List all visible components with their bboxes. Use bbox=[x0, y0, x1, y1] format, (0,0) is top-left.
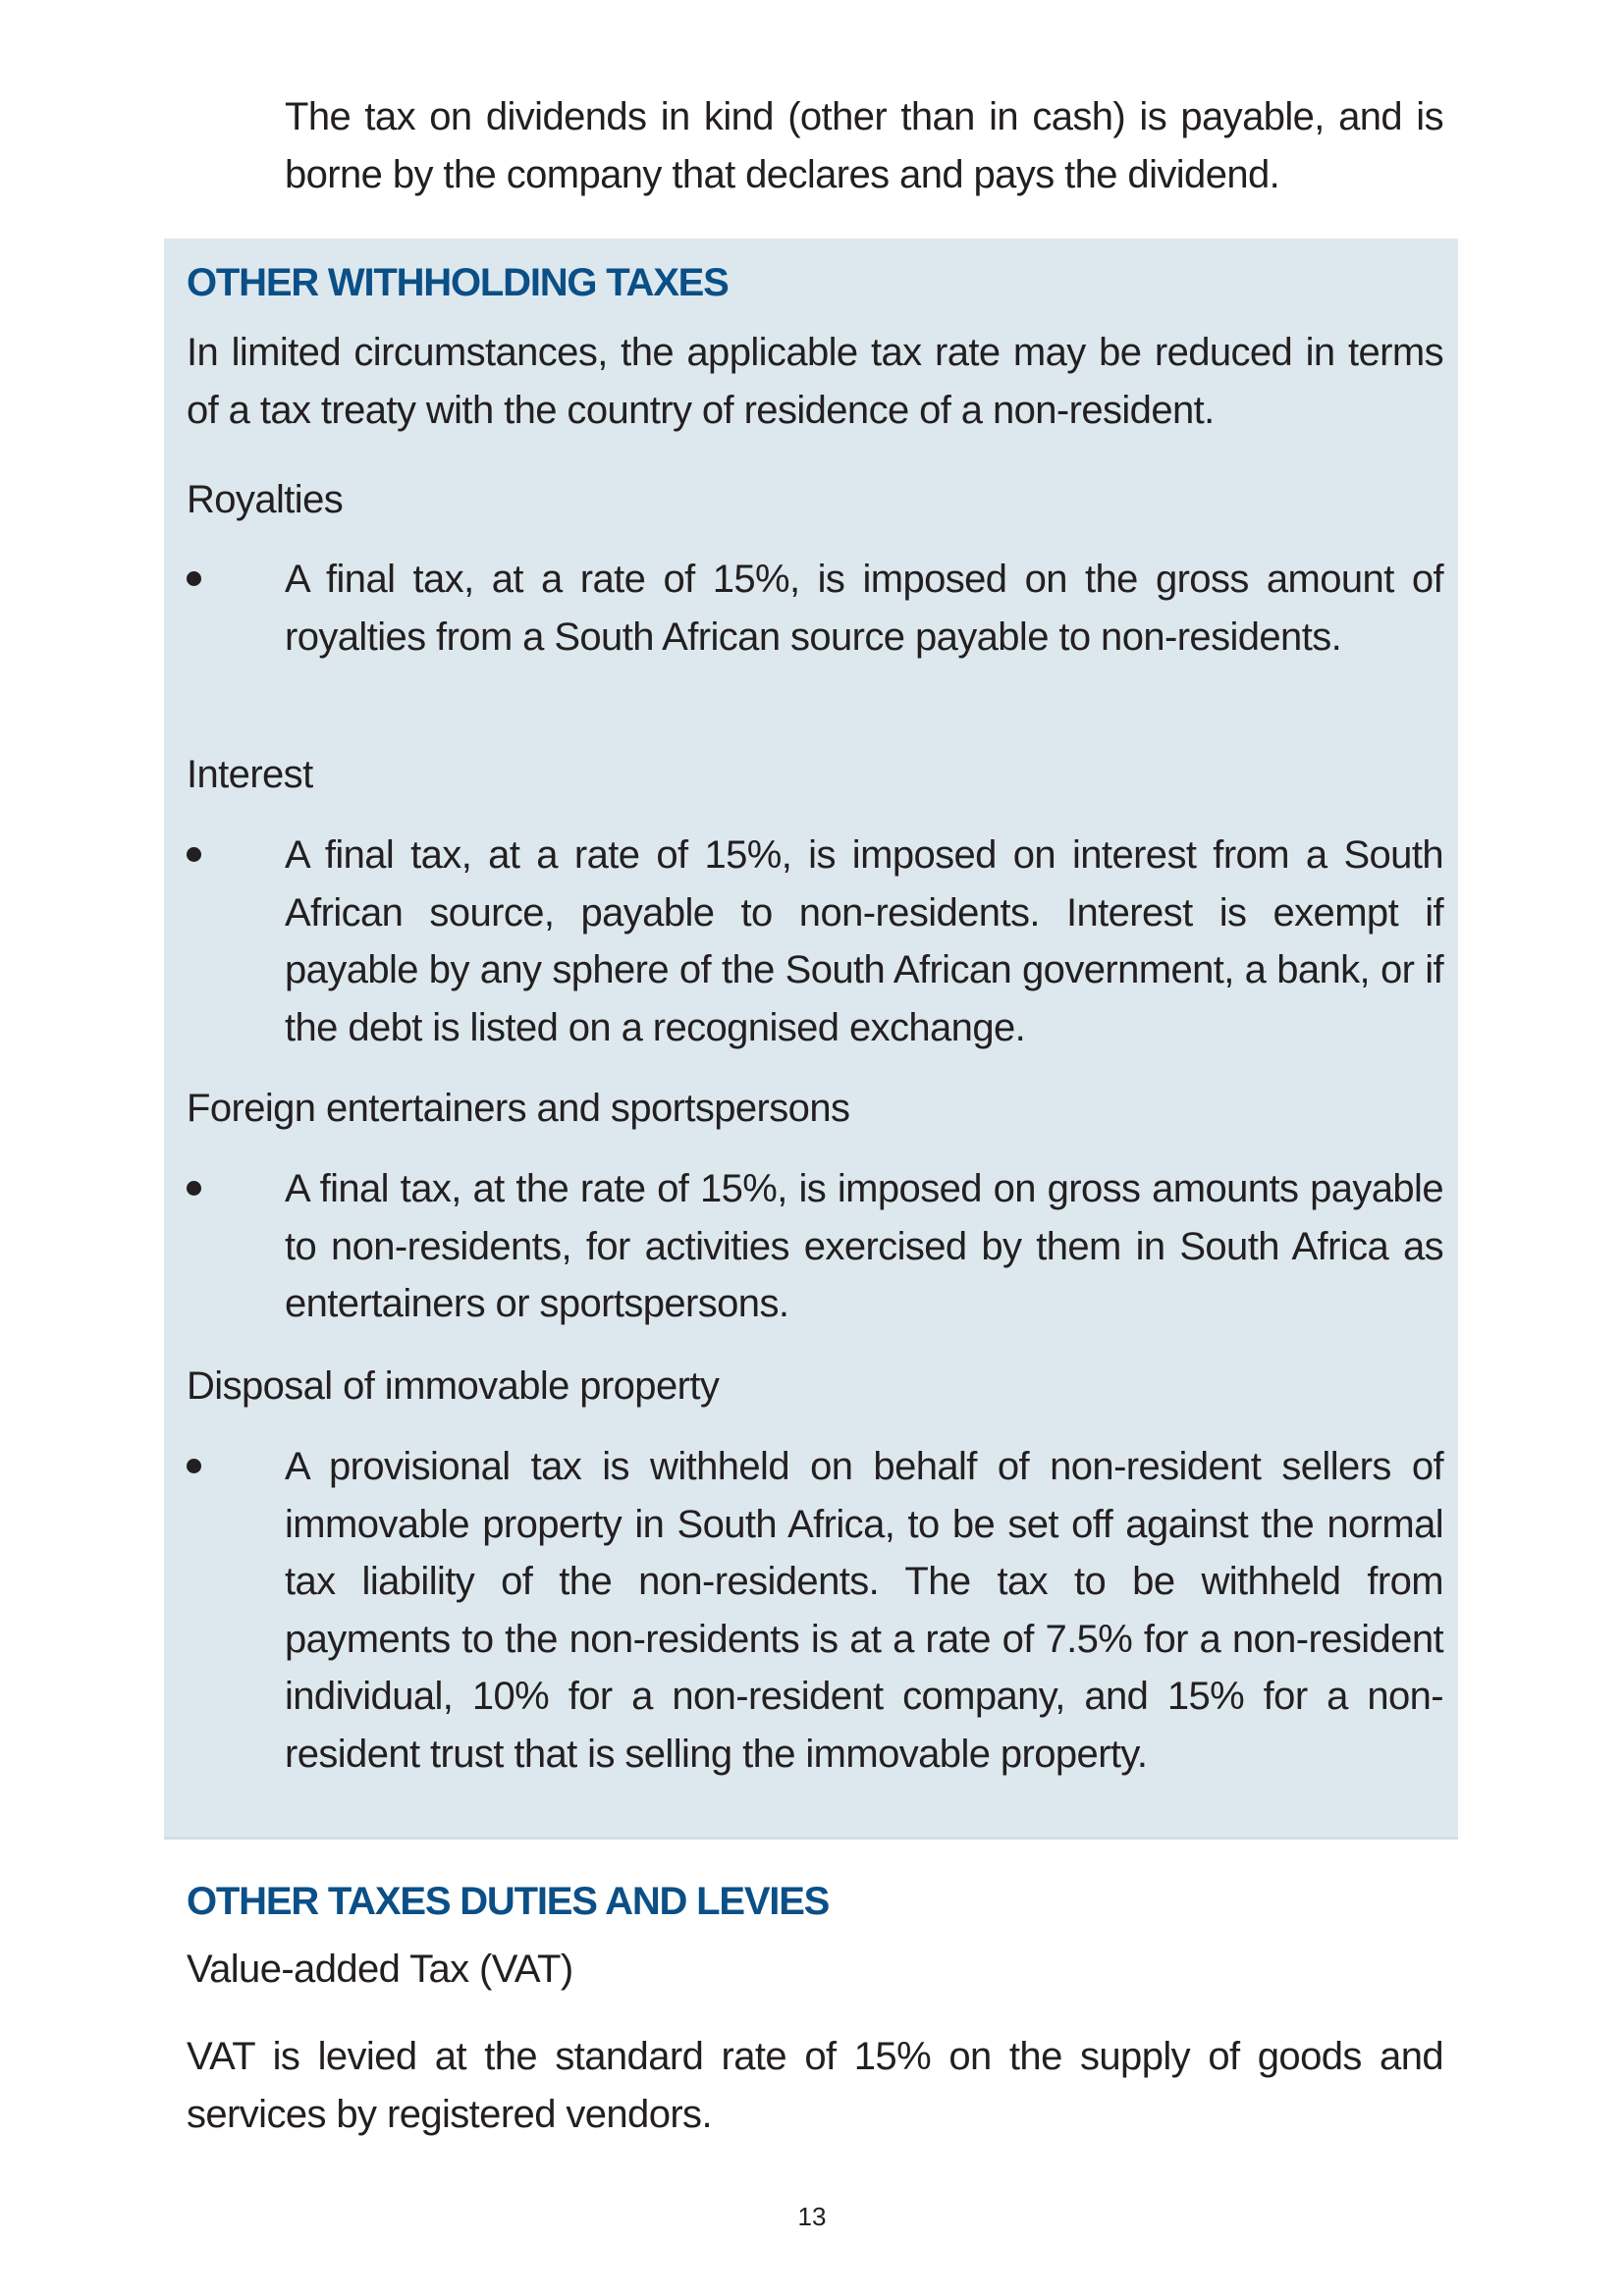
subsection-title-foreign-entertainers: Foreign entertainers and sportspersons bbox=[187, 1087, 850, 1130]
bullet-icon bbox=[187, 571, 201, 586]
subsection-title-vat: Value-added Tax (VAT) bbox=[187, 1948, 573, 1991]
bullet-text-immovable-property: A provisional tax is withheld on behalf of non-resident sellers of immovable property in South Africa, to be set off against the normal tax liability of the non-residents. The tax to be withheld from payments to the non-residents is at a rate of 7.5% for a non-resident individual, 10% for a non-resident company, and 15% for a non-resident trust that is selling the immovable property. bbox=[285, 1445, 1443, 1776]
bullet-text-foreign-entertainers: A final tax, at the rate of 15%, is imposed on gross amounts payable to non-residents, for activities exercised by them in South Africa as entertainers or sportspersons. bbox=[285, 1167, 1443, 1325]
section-heading-other-taxes: OTHER TAXES DUTIES AND LEVIES bbox=[187, 1880, 830, 1923]
section-heading-withholding: OTHER WITHHOLDING TAXES bbox=[187, 261, 729, 304]
intro-paragraph: The tax on dividends in kind (other than in cash) is payable, and is borne by the company that declares and pays the dividend. bbox=[285, 95, 1443, 196]
vat-paragraph: VAT is levied at the standard rate of 15% on the supply of goods and services by registered vendors. bbox=[187, 2035, 1443, 2136]
page-number: 13 bbox=[797, 2202, 827, 2231]
bullet-icon bbox=[187, 1459, 201, 1473]
bullet-icon bbox=[187, 1181, 201, 1196]
withholding-intro-paragraph: In limited circumstances, the applicable tax rate may be reduced in terms of a tax treaty with the country of residence of a non-resident. bbox=[187, 331, 1443, 432]
bullet-icon bbox=[187, 847, 201, 862]
subsection-title-immovable-property: Disposal of immovable property bbox=[187, 1364, 720, 1408]
subsection-title-royalties: Royalties bbox=[187, 478, 344, 521]
subsection-title-interest: Interest bbox=[187, 753, 313, 796]
bullet-text-interest: A final tax, at a rate of 15%, is imposed on interest from a South African source, payable to non-residents. Interest is exempt if payable by any sphere of the South African government, a bank, or if the debt is listed on a recognised exchange. bbox=[285, 833, 1443, 1049]
bullet-text-royalties: A final tax, at a rate of 15%, is imposed on the gross amount of royalties from a South African source payable to non-residents. bbox=[285, 558, 1443, 659]
